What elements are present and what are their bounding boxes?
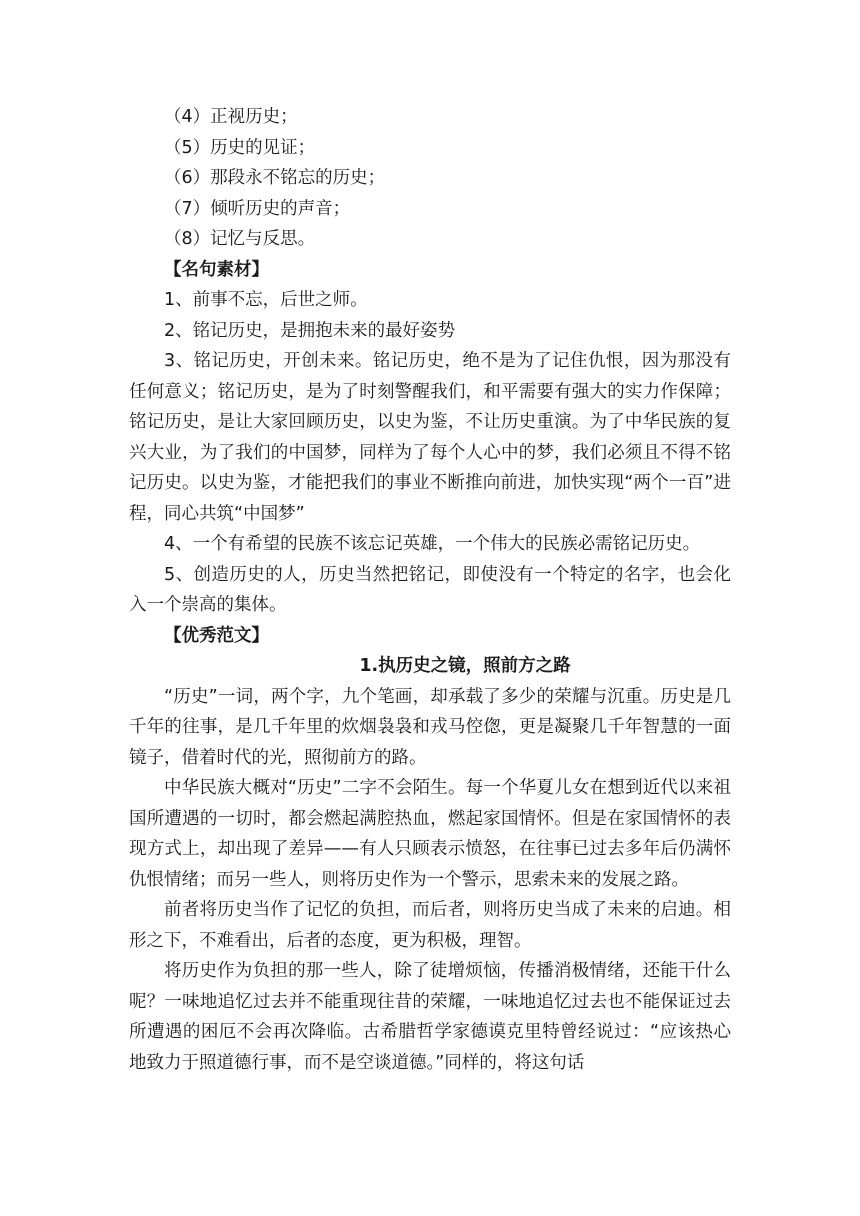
essay-paragraph: 将历史作为负担的那一些人，除了徒增烦恼，传播消极情绪，还能干什么呢？一味地追忆过去并不能重现往昔的荣耀，一味地追忆过去也不能保证过去所遭遇的困厄不会再次降临。古希腊哲学家德谟克里特曾经说过：“应该热心地致力于照道德行事，而不是空谈道德。”同样的，将这句话 <box>129 961 731 1073</box>
essay-paragraph: 前者将历史当作了记忆的负担，而后者，则将历史当成了未来的启迪。相形之下，不难看出，后者的态度，更为积极，理智。 <box>129 900 731 951</box>
quotes-heading: 【名句素材】 <box>164 259 269 280</box>
outline-item: （4）正视历史； <box>164 107 298 127</box>
quote-item: 4、一个有希望的民族不该忘记英雄，一个伟大的民族必需铭记历史。 <box>164 534 701 554</box>
essay-title: 1.执历史之镜，照前方之路 <box>359 656 571 676</box>
quotes-list <box>129 285 731 621</box>
outline-item: （5）历史的见证； <box>164 137 316 158</box>
quote-item: 3、铭记历史，开创未来。铭记历史，绝不是为了记住仇恨，因为那没有任何意义；铭记历史，是为了时刻警醒我们，和平需要有强大的实力作保障；铭记历史，是让大家回顾历史，以史为鉴，不让历史重演。为了中华民族的复兴大业，为了我们的中国梦，同样为了每个人心中的梦，我们必须且不得不铭记历史。以史为鉴，才能把我们的事业不断推向前进，加快实现“两个一百”进程，同心共筑“中国梦” <box>129 351 731 524</box>
essay-paragraph: “历史”一词，两个字，九个笔画，却承载了多少的荣耀与沉重。历史是几千年的往事，是几千年里的炊烟袅袅和戎马倥偬，更是凝聚几千年智慧的一面镜子，借着时代的光，照彻前方的路。 <box>129 686 731 768</box>
essay-paragraph: 中华民族大概对“历史”二字不会陌生。每一个华夏儿女在想到近代以来祖国所遭遇的一切时，都会燃起满腔热血，燃起家国情怀。但是在家国情怀的表现方式上，却出现了差异——有人只顾表示愤怒，在往事已过去多年后仍满怀仇恨情绪；而另一些人，则将历史作为一个警示，思索未来的发展之路。 <box>129 778 731 890</box>
quote-item: 1、前事不忘，后世之师。 <box>164 290 368 310</box>
essays-heading: 【优秀范文】 <box>164 625 269 646</box>
outline-list <box>129 102 731 255</box>
quote-item: 2、铭记历史，是拥抱未来的最好姿势 <box>164 320 456 341</box>
essay-body <box>129 682 731 1079</box>
outline-item: （7）倾听历史的声音； <box>164 198 351 219</box>
outline-item: （8）记忆与反思。 <box>164 229 316 249</box>
quote-item: 5、创造历史的人，历史当然把铭记，即使没有一个特定的名字，也会化入一个崇高的集体。 <box>129 564 731 615</box>
document-body <box>129 102 731 1078</box>
outline-item: （6）那段永不铭忘的历史； <box>164 168 386 188</box>
